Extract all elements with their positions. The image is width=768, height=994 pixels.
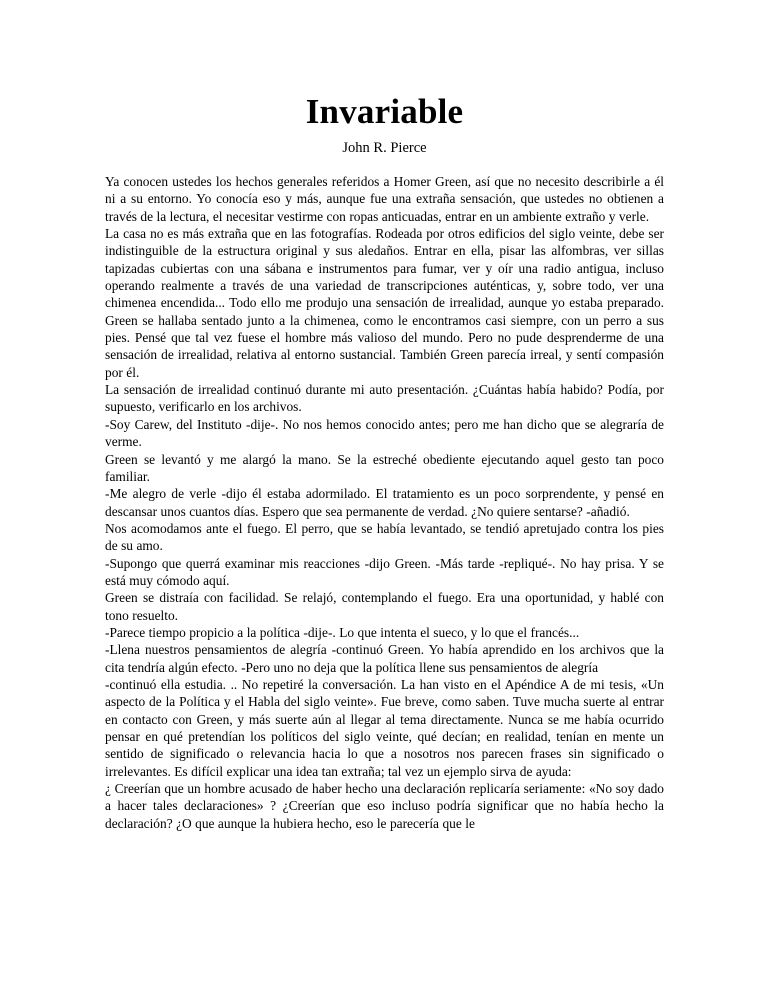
paragraph: -Llena nuestros pensamientos de alegría -continuó Green. Yo había aprendido en los archivos que la cita tendría algún efecto. -Pero uno no deja que la política llene sus pensamientos de alegría [105,642,664,675]
paragraph: Nos acomodamos ante el fuego. El perro, que se había levantado, se tendió apretujado contra los pies de su amo. [105,520,664,554]
paragraph: -Parece tiempo propicio a la política -dije-. Lo que intenta el sueco, y lo que el francés... [105,624,580,640]
page-title: Invariable [305,92,464,131]
paragraph: ¿ Creerían que un hombre acusado de haber hecho una declaración replicaría seriamente: «No soy dado a hacer tales declaraciones» ? ¿Creerían que eso incluso podría significar que no había hecho la declaración? ¿O que aunque la hubiera hecho, eso le parecería que le [105,781,664,831]
paragraph: Green se levantó y me alargó la mano. Se la estreché obediente ejecutando aquel gesto tan poco familiar. [105,451,664,484]
paragraph: -Supongo que querrá examinar mis reacciones -dijo Green. -Más tarde -repliqué-. No hay prisa. Y se está muy cómodo aquí. [105,555,664,588]
paragraph: -continuó ella estudia. .. No repetiré la conversación. La han visto en el Apéndice A de mi tesis, «Un aspecto de la Política y el Habla del siglo veinte». Fue breve, como saben. Tuve mucha suerte al entrar en contacto con Green, y más suerte aún al llegar al tema directamente. Nunca se me había ocurrido pensar en qué pretendían los políticos del siglo veinte, qué decían; en realidad, tenían en mente un sentido de significado o relevancia hacia lo que a nosotros nos parecen frases sin significado o irrelevantes. Es difícil explicar una idea tan extraña; tal vez un ejemplo sirva de ayuda: [105,676,664,779]
paragraph: -Soy Carew, del Instituto -dije-. No nos hemos conocido antes; pero me han dicho que se alegraría de verme. [105,416,664,450]
paragraph: -Me alegro de verle -dijo él estaba adormilado. El tratamiento es un poco sorprendente, y pensé en descansar unos cuantos días. Espero que sea permanente de verdad. ¿No quiere sentarse? -añadió. [105,486,664,519]
document-body [105,157,664,832]
paragraph: La casa no es más extraña que en las fotografías. Rodeada por otros edificios del siglo veinte, debe ser indistinguible de la estructura original y sus aledaños. Entrar en ella, pisar las alfombras, ver sillas tapizadas cubiertas con una sábana e instrumentos para fumar, ver y oír una radio antigua, incluso operando realmente a través de una variedad de transcripciones auténticas, y, sobre todo, ver una chimenea encendida... Todo ello me produjo una sensación de irrealidad, aunque yo estaba preparado. Green se hallaba sentado junto a la chimenea, como le encontramos casi siempre, con un perro a sus pies. Pensé que tal vez fuese el hombre más valioso del mundo. Pero no pude desprenderme de una sensación de irrealidad, relativa al entorno sustancial. También Green parecía irreal, y sentí compasión por él. [105,226,664,380]
paragraph: La sensación de irrealidad continuó durante mi auto presentación. ¿Cuántas había habido? Podía, por supuesto, verificarlo en los archivos. [105,382,664,415]
document-author: John R. Pierce [342,140,427,156]
document-content [105,0,664,832]
paragraph: Ya conocen ustedes los hechos generales referidos a Homer Green, así que no necesito describirle a él ni a su entorno. Yo conocía eso y más, aunque fue una extraña sensación, que ustedes no obtienen a través de la lectura, el necesitar vestirme con ropas anticuadas, entrar en un ambiente extraño y verle. [105,174,664,224]
paragraph: Green se distraía con facilidad. Se relajó, contemplando el fuego. Era una oportunidad, y hablé con tono resuelto. [105,590,664,623]
